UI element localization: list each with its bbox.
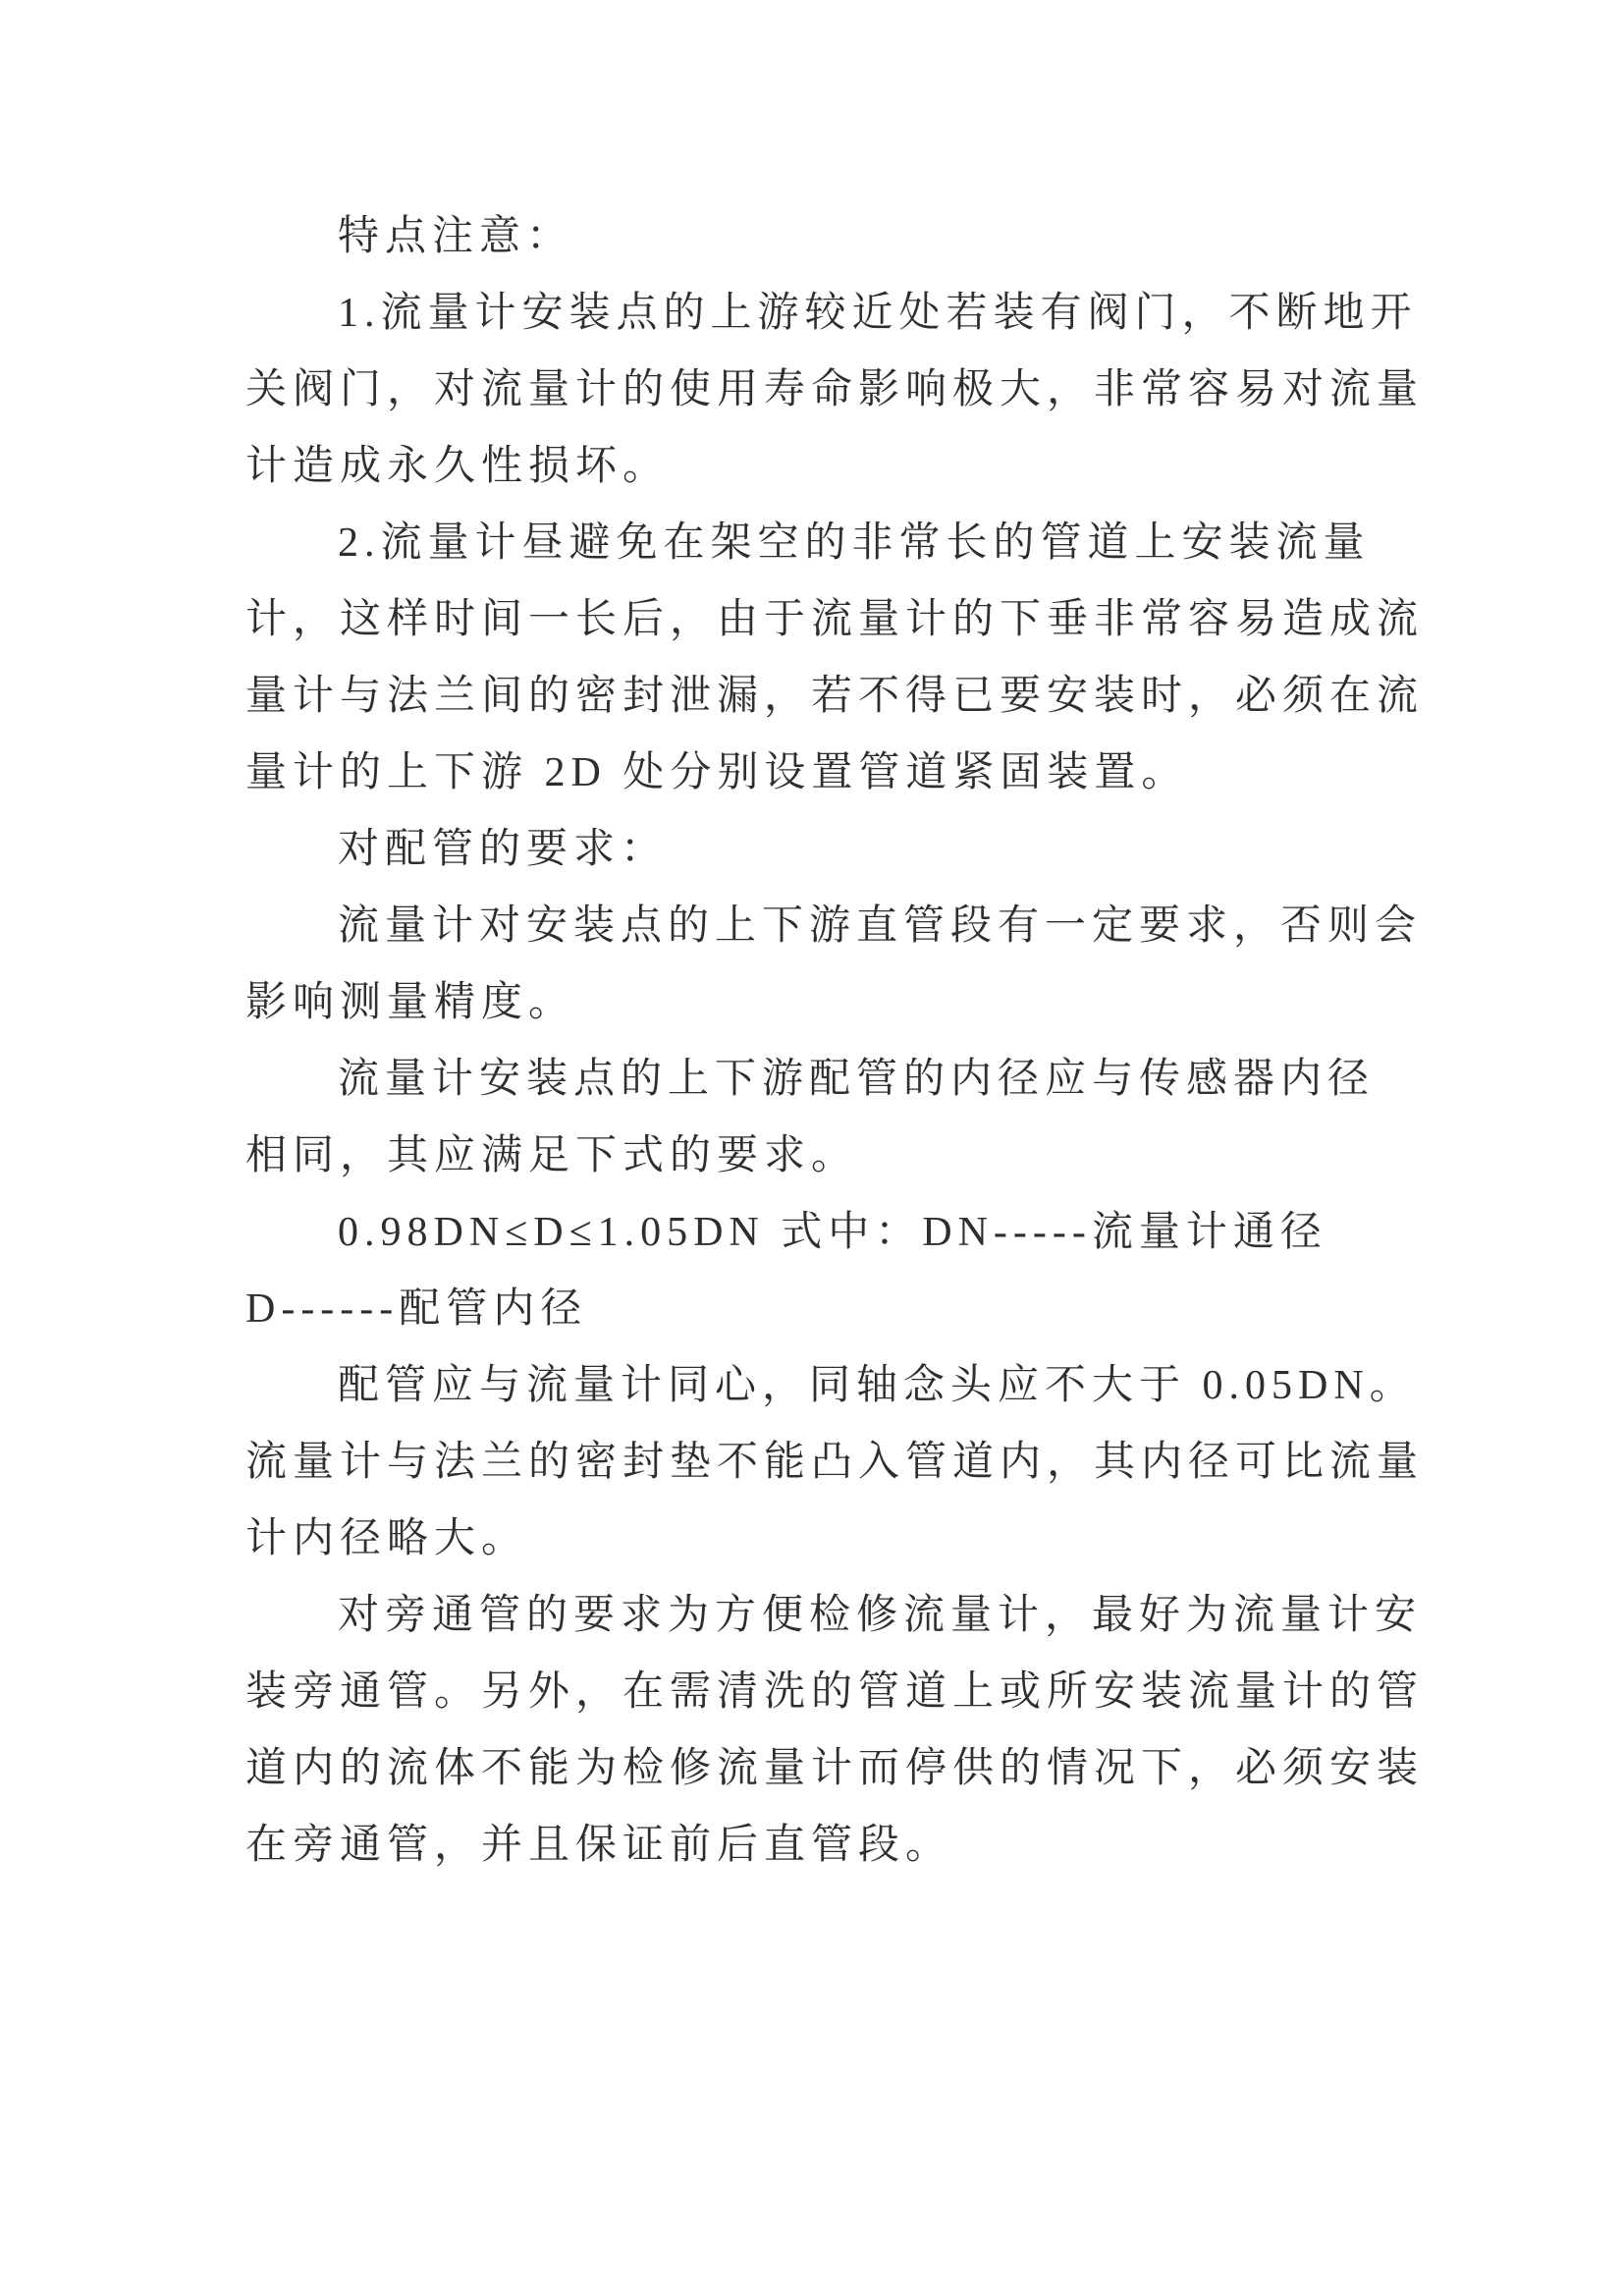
text-line: 1.流量计安装点的上游较近处若装有阀门，不断地开	[338, 291, 1418, 336]
text-line: 配管应与流量计同心，同轴念头应不大于 0.05DN。	[338, 1363, 1417, 1408]
text-line: 量计与法兰间的密封泄漏，若不得已要安装时，必须在流	[245, 674, 1425, 719]
text-line: 装旁通管。另外，在需清洗的管道上或所安装流量计的管	[245, 1669, 1425, 1715]
text-line: 在旁通管，并且保证前后直管段。	[245, 1823, 953, 1868]
text-line-subheading: 对配管的要求：	[338, 827, 669, 872]
document-text-block	[245, 198, 1425, 1884]
text-line: 流量计对安装点的上下游直管段有一定要求，否则会	[338, 903, 1423, 949]
text-line: 量计的上下游 2D 处分别设置管道紧固装置。	[245, 750, 1189, 795]
text-line: 2.流量计昼避免在架空的非常长的管道上安装流量	[338, 520, 1371, 566]
text-line: 道内的流体不能为检修流量计而停供的情况下，必须安装	[245, 1746, 1425, 1791]
text-line: 流量计与法兰的密封垫不能凸入管道内，其内径可比流量	[245, 1440, 1425, 1485]
text-line: 计内径略大。	[245, 1516, 529, 1561]
text-line: 对旁通管的要求为方便检修流量计，最好为流量计安	[338, 1593, 1423, 1638]
text-line-formula: D------配管内径	[245, 1286, 588, 1332]
text-line: 关阀门，对流量计的使用寿命影响极大，非常容易对流量	[245, 367, 1425, 412]
text-line-heading: 特点注意：	[338, 214, 574, 259]
text-line-formula: 0.98DN≤D≤1.05DN 式中：DN-----流量计通径	[338, 1210, 1327, 1255]
text-line: 相同，其应满足下式的要求。	[245, 1133, 859, 1178]
text-line: 流量计安装点的上下游配管的内径应与传感器内径	[338, 1057, 1376, 1102]
text-line: 计，这样时间一长后，由于流量计的下垂非常容易造成流	[245, 597, 1425, 642]
text-line: 影响测量精度。	[245, 980, 576, 1025]
text-line: 计造成永久性损坏。	[245, 444, 671, 489]
